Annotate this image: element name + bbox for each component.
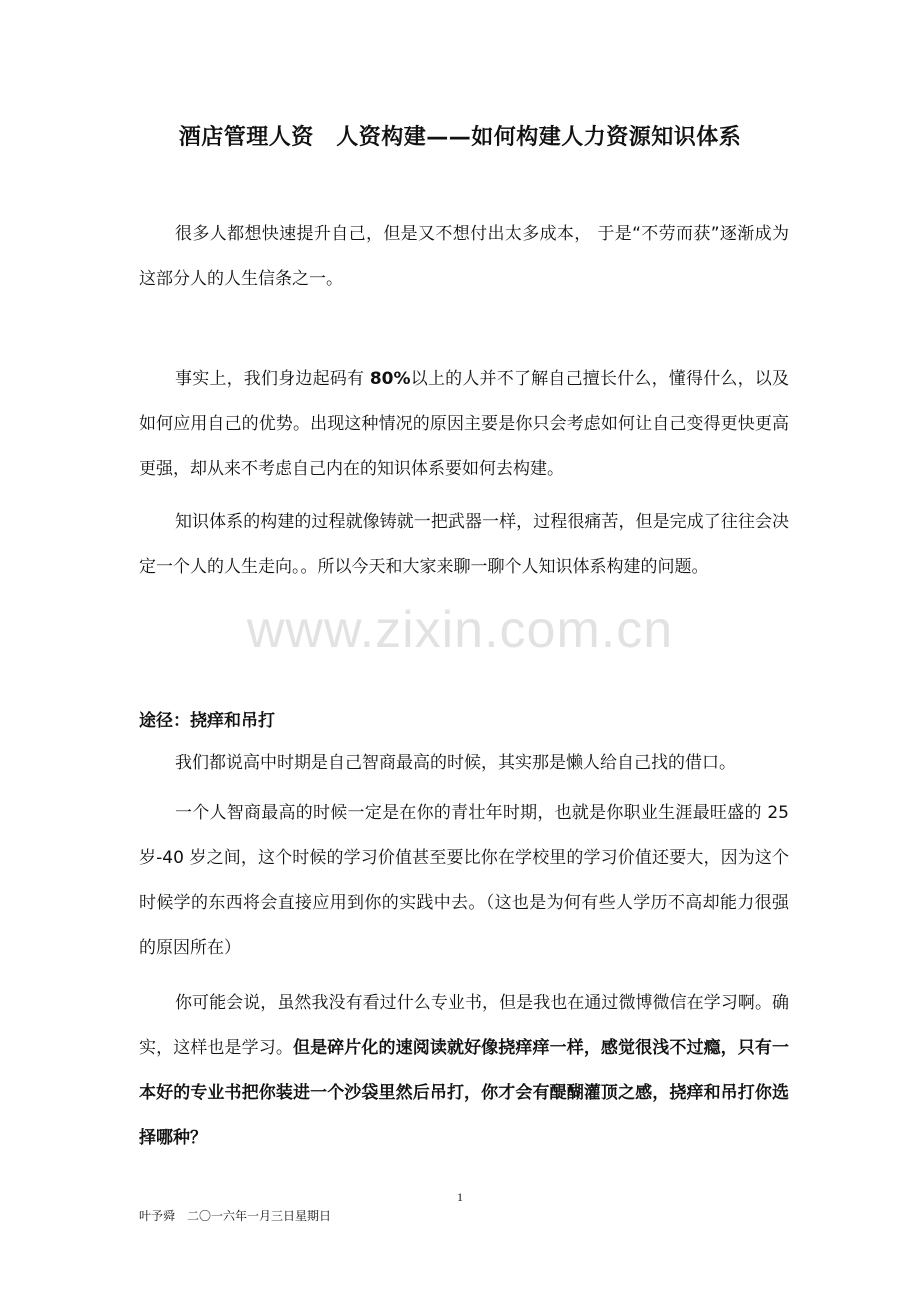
paragraph-high-school: 我们都说高中时期是自己智商最高的时候，其实那是懒人给自己找的借口。 [175,753,736,773]
paragraph-fragmented-text: 你可能会说，虽然我没有看过什么专业书，但是我也在通过微博微信在学习啊。确实，这样也是学习。 [139,993,789,1058]
paragraph-fragmented-bold: 但是碎片化的速阅读就好像挠痒痒一样，感觉很浅不过瘾，只有一本好的专业书把你装进一个沙袋里然后吊打，你才会有醍醐灌顶之感，挠痒和吊打你选择哪种？ [139,1038,790,1148]
section-heading: 途径：挠痒和吊打 [139,711,275,731]
footer-author-date: 叶予舜 二〇一六年一月三日星期日 [139,1209,332,1223]
watermark: www.zixin.com.cn [246,601,674,659]
document-title: 酒店管理人资 人资构建——如何构建人力资源知识体系 [178,125,742,150]
page-number: 1 [457,1190,463,1204]
paragraph-fragmented-reading [139,981,789,1161]
paragraph-knowledge-system: 知识体系的构建的过程就像铸就一把武器一样，过程很痛苦，但是完成了往往会决定一个人的人生走向。。所以今天和大家来聊一聊个人知识体系构建的问题。 [139,512,789,577]
paragraph-intro: 很多人都想快速提升自己，但是又不想付出太多成本， 于是“不劳而获”逐渐成为这部分人的人生信条之一。 [139,224,789,289]
paragraph-fact-percentage: 80% [369,369,411,389]
paragraph-fact-text-2: 以上的人并不了解自己擅长什么，懂得什么，以及如何应用自己的优势。出现这种情况的原因主要是你只会考虑如何让自己变得更快更高更强，却从来不考虑自己内在的知识体系要如何去构建。 [139,369,790,479]
paragraph-peak-age: 一个人智商最高的时候一定是在你的青壮年时期，也就是你职业生涯最旺盛的 25 岁-40 岁之间，这个时候的学习价值甚至要比你在学校里的学习价值还要大，因为这个时候学的东西将会直接应用到你的实践中去。（这也是为何有些人学历不高却能力很强的原因所在） [139,803,789,958]
paragraph-fact-text-1: 事实上，我们身边起码有 [175,369,370,389]
paragraph-fact [139,357,789,492]
